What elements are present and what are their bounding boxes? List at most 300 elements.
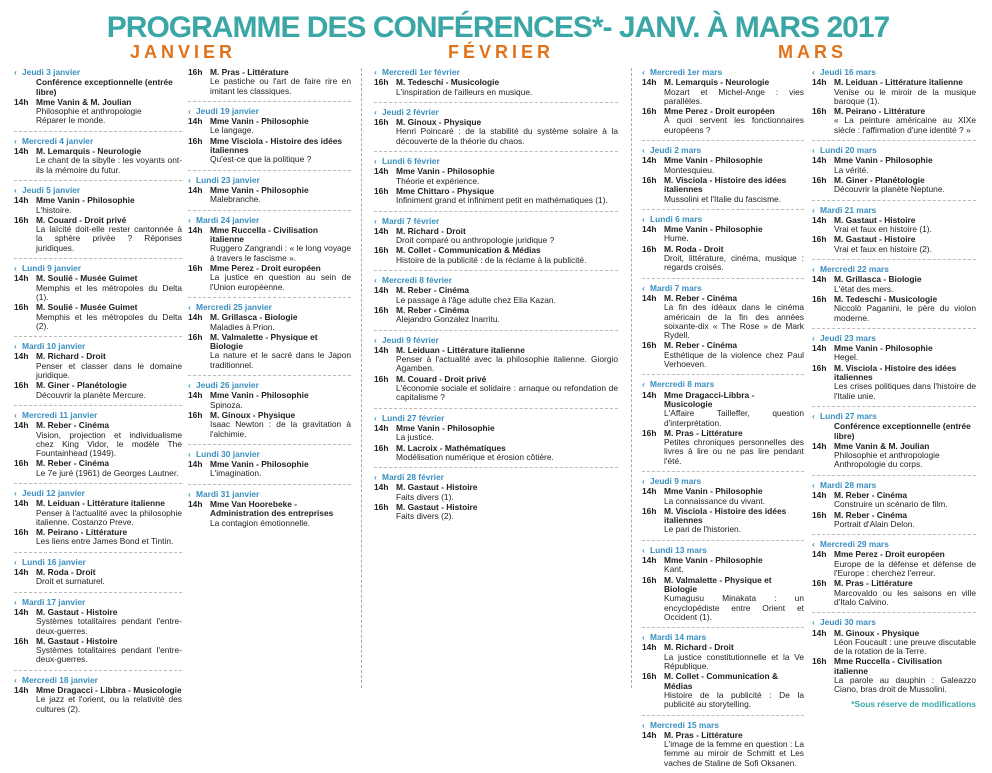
event-description: Maladies à Prion.	[210, 321, 275, 332]
event-description: Qu'est-ce que la politique ?	[210, 154, 312, 165]
day-date: Lundi 6 février	[382, 156, 440, 167]
day-block	[642, 146, 804, 204]
day-block	[188, 216, 351, 292]
day-block	[374, 473, 618, 521]
day-heading	[374, 276, 618, 285]
event-body	[834, 579, 976, 607]
page-title: PROGRAMME DES CONFÉRENCES*- JANV. À MARS 2017	[106, 11, 890, 44]
event-speaker: M. Soulié - Musée Guimet	[36, 273, 138, 284]
event-description: La justice.	[396, 432, 434, 443]
arrow-icon: ‹	[374, 412, 377, 423]
event-body	[396, 483, 618, 502]
event-body	[664, 78, 804, 106]
day-date: Mardi 10 janvier	[22, 341, 86, 352]
event-time: 14h	[374, 482, 389, 493]
event-speaker: M. Leiduan - Littérature italienne	[396, 344, 525, 355]
day-date: Jeudi 2 mars	[650, 145, 702, 156]
event-description: La justice constitutionnelle et la Ve République.	[664, 651, 804, 672]
day-block	[812, 481, 976, 529]
day-block	[812, 540, 976, 607]
column-divider	[631, 68, 632, 688]
event-body	[664, 556, 804, 575]
event-speaker: M. Reber - Cinéma	[664, 292, 738, 303]
event-row	[14, 528, 182, 547]
event-time	[14, 78, 36, 97]
event-description: Faits divers (1).	[396, 491, 454, 502]
event-row	[642, 643, 804, 671]
event-description: Le pari de l'historien.	[664, 524, 742, 535]
day-block	[374, 157, 618, 205]
day-heading	[812, 206, 976, 215]
event-description: L'état des mers.	[834, 283, 894, 294]
event-body	[396, 246, 618, 265]
event-description: Systèmes totalitaires pendant l'entre-deux-guerres.	[36, 616, 182, 636]
event-speaker: M. Soulié - Musée Guimet	[36, 302, 138, 313]
event-speaker: M. Visciola - Histoire des idées italiennes	[664, 505, 787, 526]
event-time: 14h	[812, 155, 827, 166]
event-speaker: Mme Vanin - Philosophie	[834, 343, 933, 354]
column-janvier-1	[14, 68, 182, 719]
event-row	[14, 352, 182, 380]
event-description: La laïcité doit-elle rester cantonnée à la sphère privée ? Réponses juridiques.	[36, 224, 182, 253]
column-fevrier	[374, 68, 618, 527]
event-description: Histoire de la publicité : de la réclame à la publicité.	[396, 254, 587, 265]
event-description: Penser et classer dans le domaine juridique.	[36, 360, 182, 381]
event-row	[14, 421, 182, 458]
divider	[14, 483, 182, 484]
event-time: 16h	[14, 380, 29, 391]
day-heading	[812, 618, 976, 627]
event-time: 16h	[642, 671, 657, 682]
event-row	[642, 245, 804, 273]
event-speaker: Conférence exceptionnelle (entrée libre)	[36, 77, 173, 97]
arrow-icon: ‹	[14, 135, 17, 146]
day-heading	[374, 108, 618, 117]
event-speaker: M. Gastaut - Histoire	[834, 214, 916, 225]
event-description: Penser à l'actualité avec la philosophie italienne. Giorgio Agamben.	[396, 354, 618, 374]
day-block	[812, 618, 976, 694]
event-body	[36, 352, 182, 380]
day-heading	[642, 215, 804, 224]
arrow-icon: ‹	[812, 410, 815, 421]
event-body	[210, 226, 351, 263]
day-date: Lundi 27 mars	[820, 410, 877, 421]
event-body	[396, 227, 618, 246]
event-row	[812, 442, 976, 470]
arrow-icon: ‹	[188, 380, 191, 391]
event-body	[396, 346, 618, 374]
event-body	[210, 264, 351, 292]
divider	[812, 534, 976, 535]
event-row	[374, 503, 618, 522]
event-row	[374, 444, 618, 463]
event-body	[664, 391, 804, 428]
event-speaker: M. Visciola - Histoire des idées italiennes	[664, 174, 787, 195]
event-speaker: M. Pras - Littérature	[664, 427, 743, 438]
event-description: La fin des idéaux dans le cinéma américain de la fin des années soixante-dix « The Rose » de Mark Rydell.	[664, 302, 804, 341]
day-heading	[812, 265, 976, 274]
event-body	[396, 306, 618, 325]
divider	[14, 552, 182, 553]
divider	[188, 297, 351, 298]
event-body	[664, 731, 804, 768]
event-body	[36, 499, 182, 527]
event-description: La connaissance du vivant.	[664, 495, 766, 506]
arrow-icon: ‹	[812, 145, 815, 156]
event-row	[374, 346, 618, 374]
event-body	[834, 550, 976, 578]
event-time: 14h	[188, 459, 203, 470]
day-block	[188, 107, 351, 165]
event-description: Histoire de la publicité : De la publicité au storytelling.	[664, 689, 804, 710]
event-description: La justice en question au sein de l'Union européenne.	[210, 272, 351, 292]
day-date: Mercredi 4 janvier	[22, 135, 94, 146]
event-description: Hume.	[664, 233, 689, 244]
arrow-icon: ‹	[188, 488, 191, 499]
event-body	[210, 186, 351, 205]
event-row	[14, 303, 182, 331]
event-body	[36, 147, 182, 175]
divider	[812, 406, 976, 407]
event-description: Découvrir la planète Mercure.	[36, 389, 146, 400]
event-speaker: M. Tedeschi - Musicologie	[834, 293, 938, 304]
divider	[642, 374, 804, 375]
event-description: Malebranche.	[210, 194, 261, 205]
event-description: Droit comparé ou anthropologie juridique ?	[396, 235, 555, 246]
event-speaker: M. Leiduan - Littérature italienne	[834, 77, 963, 88]
event-time: 14h	[14, 195, 29, 206]
day-date: Jeudi 12 janvier	[22, 487, 85, 498]
event-body	[210, 137, 351, 165]
event-body	[834, 156, 976, 175]
divider	[642, 278, 804, 279]
event-row	[812, 216, 976, 235]
day-block	[14, 558, 182, 587]
day-date: Lundi 20 mars	[820, 145, 877, 156]
event-body	[396, 444, 618, 463]
event-speaker: M. Gastaut - Histoire	[36, 635, 118, 646]
event-body	[834, 657, 976, 694]
day-block	[188, 176, 351, 205]
event-row	[642, 429, 804, 466]
day-block	[14, 676, 182, 714]
event-body	[210, 411, 351, 439]
day-heading	[812, 540, 976, 549]
event-description: Les crises politiques dans l'histoire de l'Italie unie.	[834, 381, 976, 401]
event-body	[834, 235, 976, 254]
event-time: 16h	[374, 304, 389, 315]
arrow-icon: ‹	[374, 67, 377, 77]
event-body	[210, 313, 351, 332]
event-description: La contagion émotionnelle.	[210, 517, 311, 528]
arrow-icon: ‹	[14, 409, 17, 420]
event-description: Mussolini et l'Italie du fascisme.	[664, 193, 782, 204]
event-row	[188, 117, 351, 136]
event-body	[664, 341, 804, 369]
event-body	[36, 637, 182, 665]
event-description: L'inspiration de l'ailleurs en musique.	[396, 86, 533, 97]
event-time: 14h	[812, 627, 827, 638]
arrow-icon: ‹	[14, 487, 17, 498]
arrow-icon: ‹	[374, 156, 377, 167]
day-date: Lundi 6 mars	[650, 213, 703, 224]
day-date: Lundi 9 janvier	[22, 263, 82, 274]
day-date: Mercredi 29 mars	[820, 539, 889, 550]
day-heading	[642, 68, 804, 77]
event-description: Droit et surnaturel.	[36, 576, 105, 587]
event-description: Memphis et les métropoles du Delta (1).	[36, 282, 182, 302]
event-time: 16h	[14, 214, 29, 225]
divider	[188, 444, 351, 445]
divider	[14, 180, 182, 181]
event-speaker: Mme Vanin & M. Joulian	[36, 96, 132, 107]
divider	[14, 258, 182, 259]
event-time: 14h	[642, 292, 657, 303]
event-row	[812, 156, 976, 175]
day-date: Mercredi 25 janvier	[196, 301, 272, 312]
event-description: Kumagusu Minakata : un encyclopédiste entre Orient et Occident (1).	[664, 593, 804, 622]
day-date: Jeudi 5 janvier	[22, 184, 81, 195]
day-heading	[188, 381, 351, 390]
event-row	[188, 500, 351, 528]
event-row	[14, 216, 182, 253]
arrow-icon: ‹	[812, 539, 815, 550]
event-time: 16h	[374, 117, 389, 128]
event-row	[14, 196, 182, 215]
event-row	[14, 686, 182, 714]
event-speaker: M. Couard - Droit privé	[36, 214, 127, 225]
event-speaker: Mme Dragacci-Libbra - Musicologie	[664, 389, 755, 409]
day-heading	[642, 546, 804, 555]
divider	[642, 715, 804, 716]
day-heading	[812, 146, 976, 155]
day-heading	[812, 68, 976, 77]
event-speaker: Mme Chittaro - Physique	[396, 185, 495, 196]
event-row	[14, 274, 182, 302]
event-time: 16h	[14, 527, 29, 538]
day-block	[812, 265, 976, 323]
event-row	[642, 731, 804, 768]
event-description: Memphis et les métropoles du Delta (2).	[36, 311, 182, 331]
event-body	[664, 294, 804, 340]
event-row	[14, 78, 182, 97]
day-heading	[642, 284, 804, 293]
event-row	[374, 187, 618, 206]
event-time: 14h	[642, 555, 657, 566]
event-row	[812, 550, 976, 578]
divider	[812, 140, 976, 141]
event-description: Venise ou le miroir de la musique baroque (1).	[834, 86, 976, 106]
day-block	[642, 721, 804, 768]
day-block	[374, 276, 618, 324]
event-speaker: M. Lacroix - Mathématiques	[396, 442, 506, 453]
day-heading	[374, 217, 618, 226]
arrow-icon: ‹	[14, 67, 17, 77]
event-time: 16h	[14, 302, 29, 313]
event-row	[188, 226, 351, 263]
event-row	[642, 294, 804, 340]
event-row	[642, 156, 804, 175]
event-row	[812, 235, 976, 254]
event-row	[812, 422, 976, 441]
event-time: 16h	[642, 106, 657, 117]
divider	[642, 627, 804, 628]
event-description: Petites chroniques personnelles des livres à lire ou ne pas lire pendant l'été.	[664, 437, 804, 466]
event-row	[188, 460, 351, 479]
event-time: 14h	[374, 285, 389, 296]
column-mars-2	[812, 68, 976, 709]
event-description: Infiniment grand et infiniment petit en mathématiques (1).	[396, 195, 608, 206]
event-speaker: Mme Vanin - Philosophie	[210, 184, 309, 195]
event-row	[14, 637, 182, 665]
event-row	[812, 295, 976, 323]
day-heading	[374, 414, 618, 423]
event-body	[834, 107, 976, 135]
divider	[188, 170, 351, 171]
event-speaker: M. Ginoux - Physique	[396, 117, 482, 128]
day-block	[374, 108, 618, 146]
day-heading	[14, 342, 182, 351]
event-speaker: Mme Vanin - Philosophie	[210, 459, 309, 470]
event-row	[188, 186, 351, 205]
arrow-icon: ‹	[642, 379, 645, 390]
column-divider	[361, 68, 362, 688]
day-heading	[642, 721, 804, 730]
event-speaker: M. Gastaut - Histoire	[36, 606, 118, 617]
event-row	[14, 459, 182, 478]
day-date: Lundi 13 mars	[650, 544, 707, 555]
event-description: L'image de la femme en question : La femme au miroir de Schmitt et Les vaches de Staline de Sofi Oksanen.	[664, 739, 804, 768]
day-block	[642, 546, 804, 622]
event-body	[396, 187, 618, 206]
event-speaker: M. Ginoux - Physique	[210, 409, 296, 420]
divider	[374, 102, 618, 103]
divider	[188, 210, 351, 211]
event-time: 14h	[374, 422, 389, 433]
event-description: Europe de la défense et défense de l'Europe : cherchez l'erreur.	[834, 558, 976, 579]
day-block	[14, 264, 182, 331]
event-body	[664, 429, 804, 466]
event-row	[14, 499, 182, 527]
event-speaker: M. Roda - Droit	[664, 243, 724, 254]
day-heading	[642, 477, 804, 486]
month-heading-mars: MARS	[778, 42, 847, 62]
event-speaker: M. Richard - Droit	[664, 642, 734, 653]
event-time: 14h	[642, 77, 657, 88]
day-heading	[374, 157, 618, 166]
day-heading	[642, 633, 804, 642]
day-date: Jeudi 2 février	[382, 106, 439, 117]
event-body	[834, 344, 976, 363]
day-date: Jeudi 19 janvier	[196, 105, 259, 116]
day-date: Mercredi 15 mars	[650, 719, 719, 730]
event-time: 16h	[812, 578, 827, 589]
event-row	[642, 341, 804, 369]
event-body	[664, 107, 804, 135]
event-speaker: M. Giner - Planétologie	[834, 174, 925, 185]
event-body	[36, 78, 182, 97]
arrow-icon: ‹	[14, 263, 17, 274]
arrow-icon: ‹	[14, 596, 17, 607]
event-description: Vision, projection et individualisme chez King Vidor, le modèle The Fountainhead (1949).	[36, 429, 182, 459]
event-row	[812, 176, 976, 195]
day-date: Jeudi 30 mars	[820, 617, 876, 628]
day-heading	[812, 412, 976, 421]
event-body	[36, 274, 182, 302]
event-body	[396, 375, 618, 403]
day-block	[14, 489, 182, 547]
arrow-icon: ‹	[812, 479, 815, 490]
event-speaker: M. Grillasca - Biologie	[210, 312, 298, 323]
arrow-icon: ‹	[642, 145, 645, 156]
event-row	[642, 507, 804, 535]
event-row	[812, 364, 976, 401]
day-date: Jeudi 26 janvier	[196, 380, 259, 391]
event-time: 14h	[812, 489, 827, 500]
event-body	[36, 421, 182, 458]
divider	[642, 140, 804, 141]
event-row	[642, 576, 804, 622]
event-speaker: Mme Vanin - Philosophie	[396, 166, 495, 177]
event-row	[642, 556, 804, 575]
event-time: 16h	[642, 174, 657, 185]
event-row	[14, 608, 182, 636]
day-date: Mercredi 18 janvier	[22, 674, 98, 685]
arrow-icon: ‹	[642, 282, 645, 293]
event-speaker: M. Gastaut - Histoire	[396, 501, 478, 512]
event-body	[664, 643, 804, 671]
day-heading	[642, 380, 804, 389]
event-row	[374, 227, 618, 246]
event-body	[396, 78, 618, 97]
event-row	[812, 344, 976, 363]
event-speaker: M. Collet - Communication & Médias	[396, 245, 541, 256]
day-block	[642, 633, 804, 709]
event-row	[14, 98, 182, 126]
event-description: Vrai et faux en histoire (2).	[834, 243, 932, 254]
event-speaker: M. Reber - Cinéma	[396, 285, 470, 296]
event-speaker: Mme Vanin - Philosophie	[396, 422, 495, 433]
event-body	[210, 460, 351, 479]
event-speaker: Mme Vanin & M. Joulian	[834, 440, 930, 451]
event-time: 16h	[374, 185, 389, 196]
day-heading	[14, 411, 182, 420]
event-speaker: M. Reber - Cinéma	[36, 458, 110, 469]
arrow-icon: ‹	[812, 617, 815, 628]
event-body	[834, 422, 976, 441]
event-body	[210, 500, 351, 528]
event-time: 14h	[188, 184, 203, 195]
event-row	[14, 147, 182, 175]
month-heading-janvier: JANVIER	[130, 42, 237, 62]
divider	[14, 592, 182, 593]
arrow-icon: ‹	[642, 67, 645, 77]
event-time: 14h	[188, 116, 203, 127]
event-body	[834, 275, 976, 294]
event-body	[210, 68, 351, 96]
arrow-icon: ‹	[14, 341, 17, 352]
event-time: 14h	[14, 96, 29, 107]
event-speaker: M. Reber - Cinéma	[36, 420, 110, 431]
event-row	[14, 568, 182, 587]
event-time: 14h	[812, 549, 827, 560]
event-speaker: Mme Perez - Droit européen	[210, 263, 321, 274]
event-body	[36, 459, 182, 478]
day-heading	[14, 676, 182, 685]
event-time: 14h	[14, 420, 29, 431]
event-body	[36, 216, 182, 253]
event-description: Le pastiche ou l'art de faire rire en imitant les classiques.	[210, 76, 351, 96]
